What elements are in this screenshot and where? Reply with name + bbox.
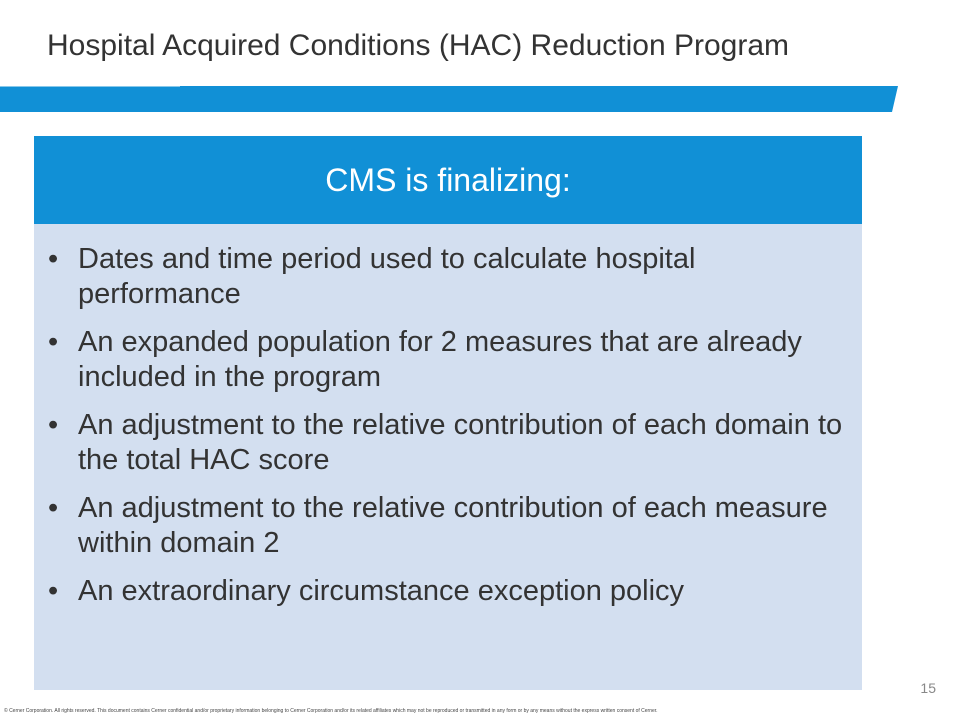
title-band-graphic bbox=[0, 86, 960, 112]
bullet-item bbox=[48, 242, 848, 312]
bullet-icon: • bbox=[48, 575, 59, 607]
bullet-item bbox=[48, 491, 848, 561]
bullet-text: An extraordinary circumstance exception policy bbox=[78, 575, 685, 607]
bullet-icon: • bbox=[48, 409, 59, 441]
slide-title: Hospital Acquired Conditions (HAC) Reduction Program bbox=[47, 29, 790, 62]
title-accent-band bbox=[0, 86, 960, 112]
bullet-icon: • bbox=[48, 243, 59, 275]
bullet-list bbox=[48, 242, 848, 622]
bullet-icon: • bbox=[48, 492, 59, 524]
bullet-text: Dates and time period used to calculate hospital performance bbox=[78, 243, 696, 310]
bullet-item bbox=[48, 325, 848, 395]
page-number: 15 bbox=[920, 680, 936, 696]
bullet-item bbox=[48, 408, 848, 478]
bullet-icon: • bbox=[48, 326, 59, 358]
bullet-text: An adjustment to the relative contribution of each measure within domain 2 bbox=[78, 492, 828, 559]
bullet-text: An adjustment to the relative contribution of each domain to the total HAC score bbox=[78, 409, 843, 476]
bullet-item bbox=[48, 574, 848, 609]
content-box bbox=[34, 136, 862, 690]
footer-copyright: © Cerner Corporation. All rights reserved. This document contains Cerner confidential and/or proprietary information belonging to Cerner Corporation and/or its related affiliates which may not be reproduced or transmitted in any form or by any means without the express written consent of Cerner. bbox=[4, 708, 658, 714]
box-header: CMS is finalizing: bbox=[34, 136, 862, 224]
bullet-text: An expanded population for 2 measures that are already included in the program bbox=[78, 326, 802, 393]
